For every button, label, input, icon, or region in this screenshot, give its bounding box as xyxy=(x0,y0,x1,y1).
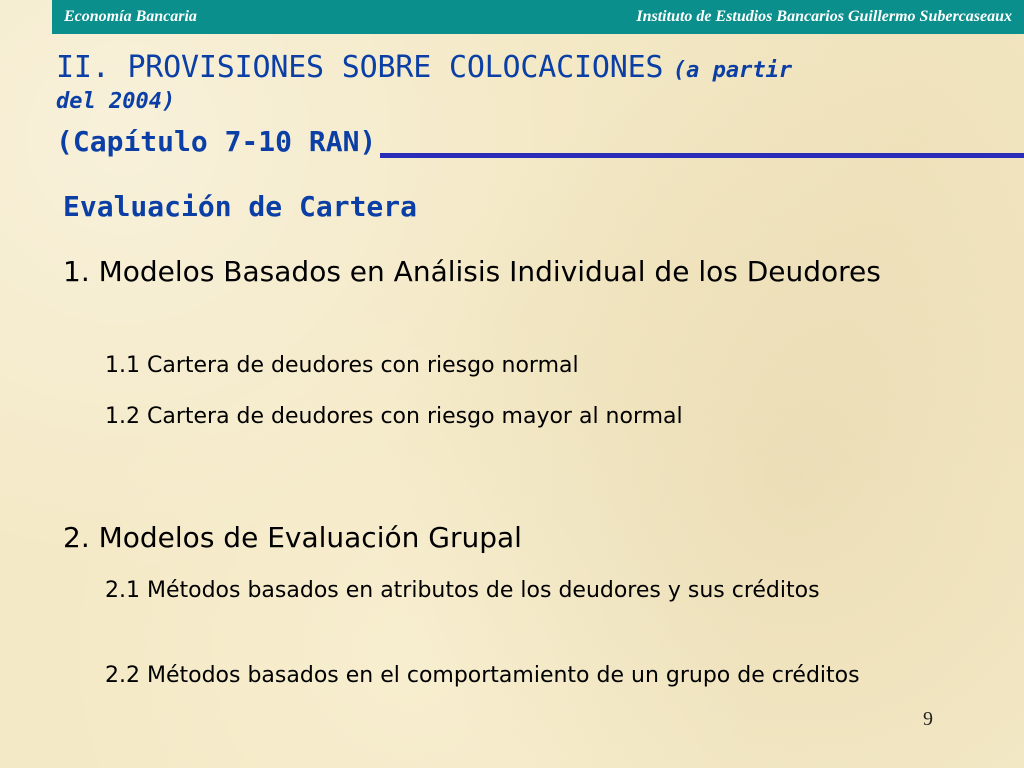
section-1-heading: 1. Modelos Basados en Análisis Individual de los Deudores xyxy=(63,255,881,288)
title-date-part2: del 2004) xyxy=(56,89,176,114)
page-number: 9 xyxy=(923,708,933,730)
header-course-title: Economía Bancaria xyxy=(64,8,197,25)
section-2-item-2: 2.2 Métodos basados en el comportamiento de un grupo de créditos xyxy=(105,663,860,688)
title-date-part1: (a partir xyxy=(672,58,793,83)
slide-title xyxy=(56,50,956,85)
subheading: Evaluación de Cartera xyxy=(63,190,418,223)
header-bar xyxy=(52,0,1024,34)
section-1-item-1: 1.1 Cartera de deudores con riesgo normal xyxy=(105,353,579,378)
header-institution: Instituto de Estudios Bancarios Guillermo Subercaseaux xyxy=(636,8,1012,25)
title-main: II. PROVISIONES SOBRE COLOCACIONES xyxy=(56,50,664,85)
section-2-heading: 2. Modelos de Evaluación Grupal xyxy=(63,521,522,554)
section-1-item-2: 1.2 Cartera de deudores con riesgo mayor al normal xyxy=(105,404,683,429)
title-chapter: (Capítulo 7-10 RAN) xyxy=(56,125,377,158)
section-2-item-1: 2.1 Métodos basados en atributos de los deudores y sus créditos xyxy=(105,578,820,603)
title-underline xyxy=(380,153,1024,158)
